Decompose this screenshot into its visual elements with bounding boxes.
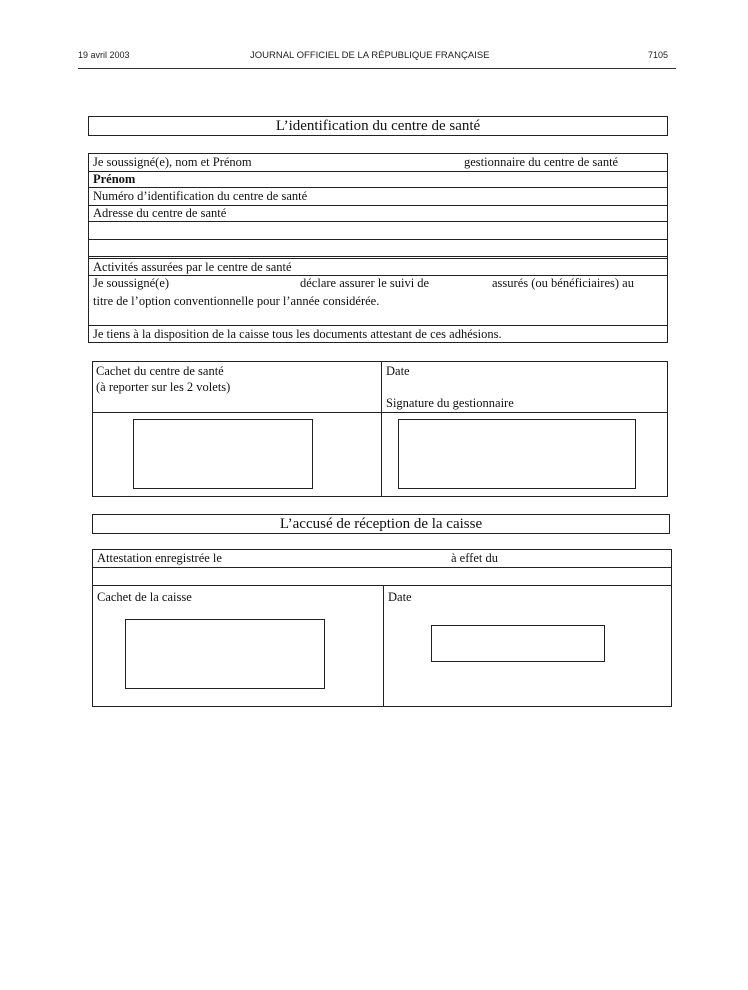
accuse-date-box — [431, 625, 605, 662]
row-attestation — [93, 550, 671, 568]
row-attestation-blank — [93, 568, 671, 586]
signature-divider — [381, 362, 382, 496]
declaration-line2: titre de l’option conventionnelle pour l’année considérée. — [93, 294, 380, 308]
header-page-number: 7105 — [648, 50, 669, 60]
signature-block — [92, 361, 668, 497]
signature-box — [398, 419, 636, 489]
prenom-label: Prénom — [93, 172, 136, 186]
header-journal-title: JOURNAL OFFICIEL DE LA RÉPUBLIQUE FRANÇAISE — [250, 50, 490, 61]
attestation-label: Attestation enregistrée le — [97, 551, 222, 565]
soussigne-label: Je soussigné(e), nom et Prénom — [93, 155, 252, 169]
row-soussigne — [89, 154, 667, 172]
activites-label: Activités assurées par le centre de santé — [93, 260, 292, 274]
header-date: 19 avril 2003 — [78, 50, 130, 60]
cachet-caisse-label: Cachet de la caisse — [97, 590, 192, 604]
signature-label: Signature du gestionnaire — [386, 396, 514, 410]
accuse-form — [92, 549, 672, 707]
gestionnaire-label: gestionnaire du centre de santé — [464, 155, 619, 169]
adresse-label: Adresse du centre de santé — [93, 206, 227, 220]
declaration-part1: Je soussigné(e) — [93, 276, 170, 290]
documents-statement: Je tiens à la disposition de la caisse tous les documents attestant de ces adhésions. — [93, 327, 502, 341]
identification-title-box — [88, 116, 668, 136]
date-label: Date — [386, 364, 410, 378]
row-adresse-blank-1 — [89, 222, 667, 240]
cachet-stamp-box — [133, 419, 313, 489]
numero-label: Numéro d’identification du centre de santé — [93, 189, 308, 203]
accuse-title-box — [92, 514, 670, 534]
row-adresse — [89, 206, 667, 222]
cachet-label: Cachet du centre de santé — [96, 364, 224, 378]
row-numero — [89, 188, 667, 206]
effet-label: à effet du — [451, 551, 498, 565]
identification-title: L’identification du centre de santé — [275, 118, 481, 134]
row-adresse-blank-2 — [89, 240, 667, 257]
cachet-caisse-box — [125, 619, 325, 689]
row-activites — [89, 258, 667, 276]
declaration-part2: déclare assurer le suivi de — [300, 276, 430, 290]
identification-form — [88, 153, 668, 343]
row-documents — [89, 325, 667, 343]
declaration-part3: assurés (ou bénéficiaires) au — [492, 276, 634, 290]
row-prenom — [89, 172, 667, 188]
accuse-divider — [383, 586, 384, 706]
signature-hline — [93, 412, 667, 413]
header-rule — [78, 68, 676, 69]
row-declaration — [89, 276, 667, 322]
accuse-title: L’accusé de réception de la caisse — [279, 516, 483, 532]
cachet-note: (à reporter sur les 2 volets) — [96, 380, 231, 394]
accuse-date-label: Date — [388, 590, 412, 604]
